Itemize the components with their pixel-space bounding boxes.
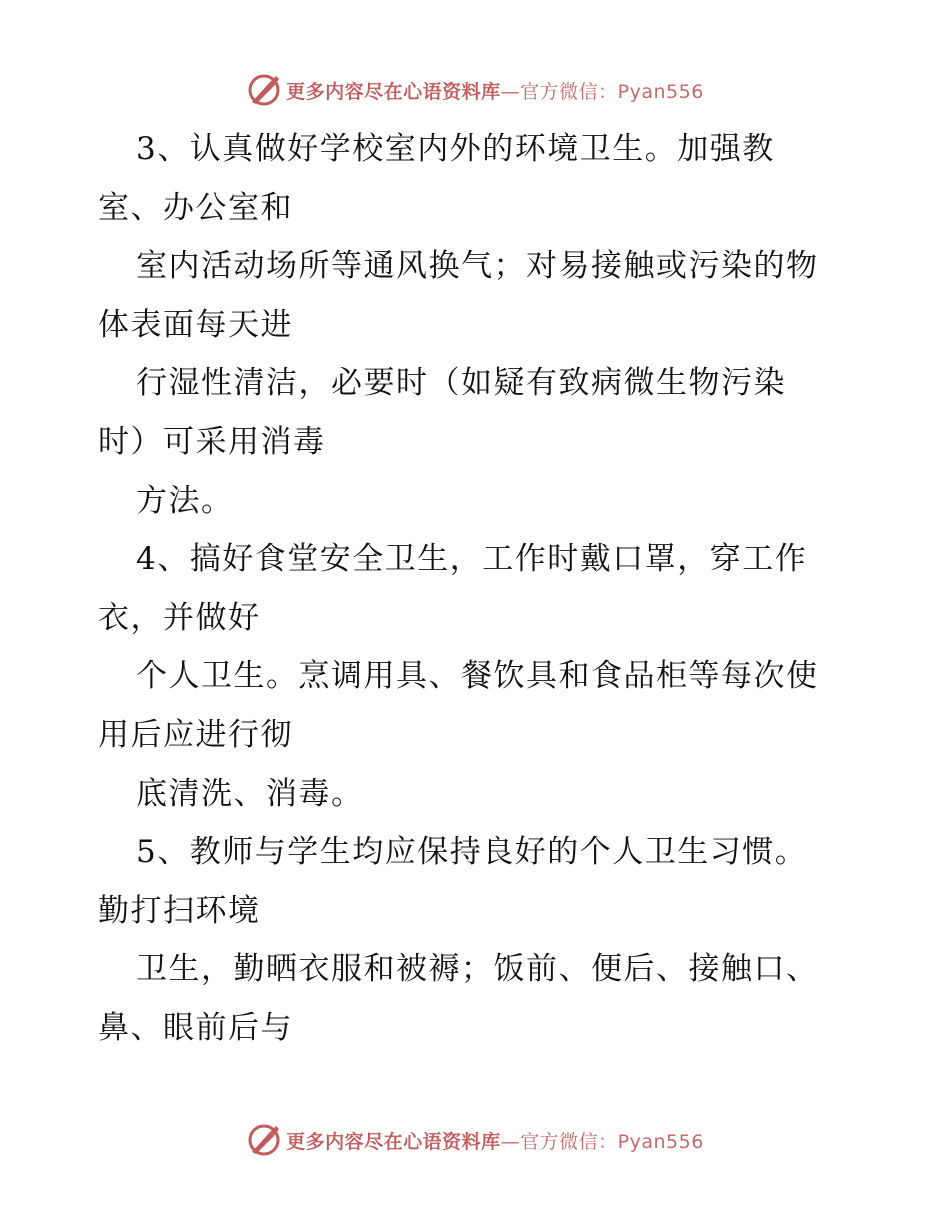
watermark-rest-text: —官方微信：Pyan556: [500, 1130, 704, 1153]
text-line: 室内活动场所等通风换气；对易接触或污染的物: [136, 248, 819, 285]
text-line: 4、搞好食堂安全卫生，工作时戴口罩，穿工作: [136, 541, 808, 578]
text-line: 勤打扫环境: [98, 892, 261, 929]
paragraph: [98, 120, 858, 530]
text-line: 体表面每天进: [98, 306, 293, 343]
watermark-text: [286, 1127, 704, 1154]
text-line: 方法。: [136, 482, 234, 519]
watermark-strong-text: 更多内容尽在心语资料库: [286, 1130, 501, 1153]
text-line: 5、教师与学生均应保持良好的个人卫生习惯。: [136, 834, 808, 871]
watermark-strong-text: 更多内容尽在心语资料库: [286, 80, 501, 103]
header-watermark: [0, 70, 950, 110]
text-line: 用后应进行彻: [98, 716, 293, 753]
text-line: 个人卫生。烹调用具、餐饮具和食品柜等每次使: [136, 658, 819, 695]
watermark-rest-text: —官方微信：Pyan556: [500, 80, 704, 103]
document-body: [98, 120, 858, 1058]
text-line: 行湿性清洁，必要时（如疑有致病微生物污染: [136, 365, 786, 402]
paragraph: [98, 530, 858, 823]
text-line: 时）可采用消毒: [98, 423, 326, 460]
text-line: 衣，并做好: [98, 599, 261, 636]
watermark-text: [286, 77, 704, 104]
text-line: 鼻、眼前后与: [98, 1009, 293, 1046]
pen-circle-logo-icon: [246, 1122, 282, 1158]
text-line: 3、认真做好学校室内外的环境卫生。加强教: [136, 131, 775, 167]
pen-circle-logo-icon: [246, 72, 282, 108]
text-line: 底清洗、消毒。: [136, 775, 364, 812]
paragraph: [98, 823, 858, 1057]
text-line: 卫生，勤晒衣服和被褥；饭前、便后、接触口、: [136, 951, 819, 988]
footer-watermark: [0, 1120, 950, 1160]
text-line: 室、办公室和: [98, 189, 293, 226]
